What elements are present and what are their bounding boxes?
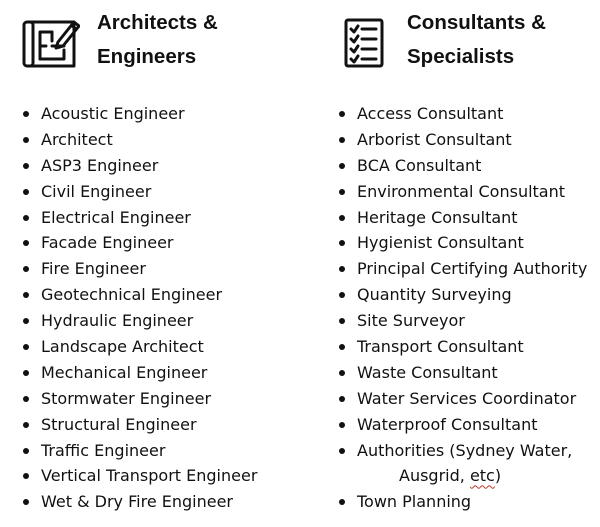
list-item: Facade Engineer: [22, 230, 257, 256]
list-item: Waterproof Consultant: [338, 412, 587, 438]
heading-line: Architects &: [97, 11, 218, 34]
list-item: Traffic Engineer: [22, 438, 257, 464]
list-item: Transport Consultant: [338, 334, 587, 360]
list-item: Waste Consultant: [338, 360, 587, 386]
list-item: Mechanical Engineer: [22, 360, 257, 386]
authorities-line-2: [357, 463, 587, 489]
list-item: Principal Certifying Authority: [338, 256, 587, 282]
authorities-close-paren: ): [494, 466, 502, 486]
list-item: Heritage Consultant: [338, 205, 587, 231]
list-item: Landscape Architect: [22, 334, 257, 360]
blueprint-pencil-icon: [22, 16, 80, 70]
authorities-ausgrid-text: Ausgrid,: [399, 466, 470, 486]
architects-engineers-list: [22, 101, 257, 515]
list-item: Stormwater Engineer: [22, 386, 257, 412]
list-item: Vertical Transport Engineer: [22, 463, 257, 489]
authorities-etc-text: etc: [469, 466, 495, 486]
authorities-line-1: Authorities (Sydney Water,: [357, 440, 573, 460]
list-item: Geotechnical Engineer: [22, 282, 257, 308]
list-item: ASP3 Engineer: [22, 153, 257, 179]
list-item: Hydraulic Engineer: [22, 308, 257, 334]
list-item: Environmental Consultant: [338, 179, 587, 205]
list-item: Arborist Consultant: [338, 127, 587, 153]
list-item: Access Consultant: [338, 101, 587, 127]
list-item: Civil Engineer: [22, 179, 257, 205]
list-item: Fire Engineer: [22, 256, 257, 282]
section-heading-architects-engineers: [97, 6, 218, 74]
list-item: BCA Consultant: [338, 153, 587, 179]
list-item: Town Planning: [338, 489, 587, 515]
heading-line: Consultants &: [407, 11, 546, 34]
list-item: Hygienist Consultant: [338, 230, 587, 256]
section-heading-consultants-specialists: [407, 6, 546, 74]
list-item: Site Surveyor: [338, 308, 587, 334]
list-item-authorities: [338, 438, 587, 490]
list-item: Structural Engineer: [22, 412, 257, 438]
list-item: Water Services Coordinator: [338, 386, 587, 412]
list-item: Architect: [22, 127, 257, 153]
heading-line: Engineers: [97, 45, 197, 68]
checklist-icon: [344, 16, 384, 68]
consultants-specialists-list: [338, 101, 587, 515]
list-item: Acoustic Engineer: [22, 101, 257, 127]
list-item: Electrical Engineer: [22, 205, 257, 231]
heading-line: Specialists: [407, 45, 515, 68]
list-item: Quantity Surveying: [338, 282, 587, 308]
list-item: Wet & Dry Fire Engineer: [22, 489, 257, 515]
